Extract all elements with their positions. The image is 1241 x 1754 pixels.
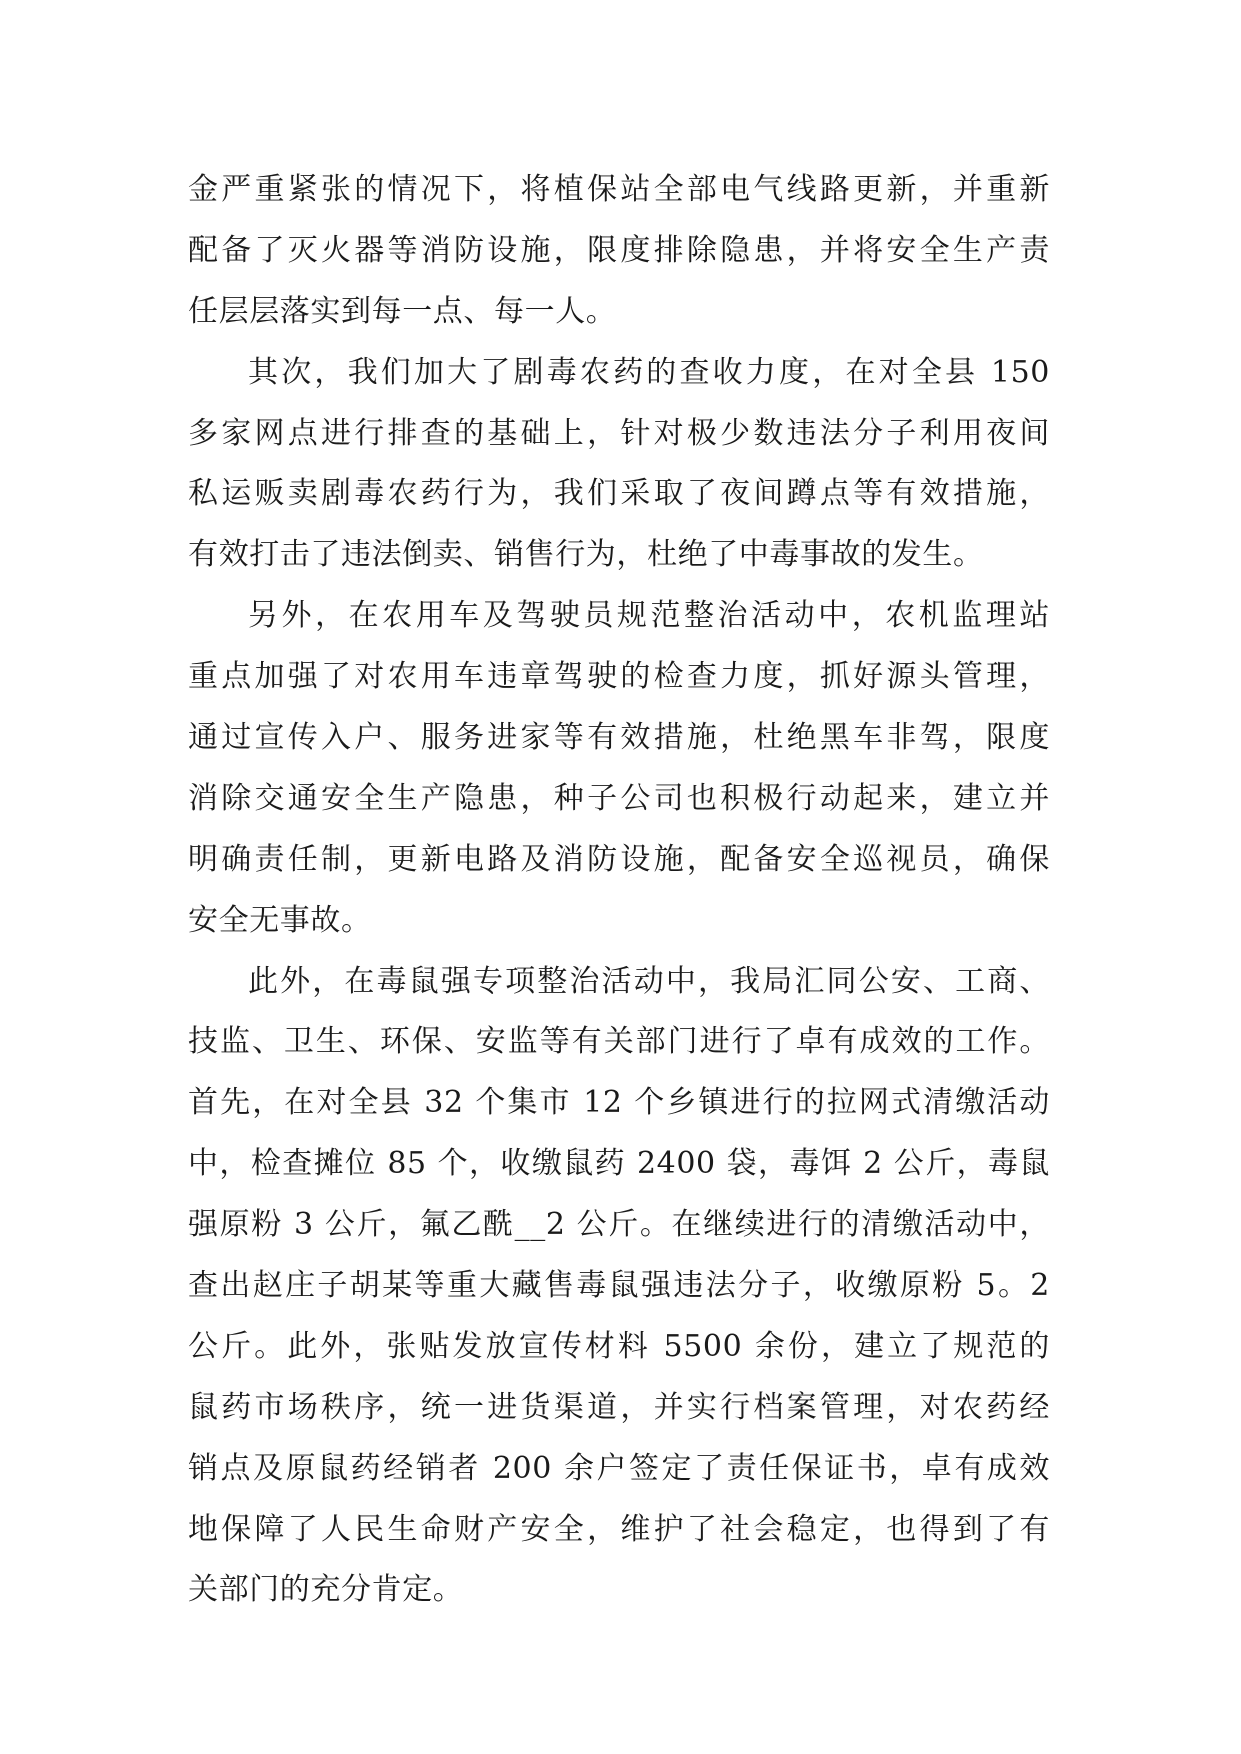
text-line: 配备了灭火器等消防设施，限度排除隐患，并将安全生产责 xyxy=(188,232,1050,268)
text-line: 消除交通安全生产隐患，种子公司也积极行动起来，建立并 xyxy=(188,780,1050,816)
text-line: 安全无事故。 xyxy=(188,902,372,938)
text-line: 明确责任制，更新电路及消防设施，配备安全巡视员，确保 xyxy=(188,841,1050,877)
document-body xyxy=(188,160,1050,1621)
paragraph-4 xyxy=(188,952,1050,1622)
text-line: 重点加强了对农用车违章驾驶的检查力度，抓好源头管理， xyxy=(188,659,1050,695)
text-line: 首先，在对全县 32 个集市 12 个乡镇进行的拉网式清缴活动 xyxy=(188,1085,1050,1121)
text-line: 强原粉 3 公斤，氟乙酰__2 公斤。在继续进行的清缴活动中， xyxy=(188,1207,1050,1243)
text-line: 销点及原鼠药经销者 200 余户签定了责任保证书，卓有成效 xyxy=(188,1450,1050,1486)
text-line: 任层层落实到每一点、每一人。 xyxy=(188,293,617,329)
text-line: 多家网点进行排查的基础上，针对极少数违法分子利用夜间 xyxy=(188,415,1050,451)
text-line: 技监、卫生、环保、安监等有关部门进行了卓有成效的工作。 xyxy=(188,1024,1050,1060)
text-line: 鼠药市场秩序，统一进货渠道，并实行档案管理，对农药经 xyxy=(188,1389,1050,1425)
text-line: 金严重紧张的情况下，将植保站全部电气线路更新，并重新 xyxy=(188,172,1050,207)
text-line: 关部门的充分肯定。 xyxy=(188,1572,464,1608)
text-line: 另外，在农用车及驾驶员规范整治活动中，农机监理站 xyxy=(248,598,1050,634)
text-line: 此外，在毒鼠强专项整治活动中，我局汇同公安、工商、 xyxy=(248,963,1050,999)
text-line: 地保障了人民生命财产安全，维护了社会稳定，也得到了有 xyxy=(188,1511,1050,1547)
text-line: 公斤。此外，张贴发放宣传材料 5500 余份，建立了规范的 xyxy=(188,1328,1050,1364)
text-line: 私运贩卖剧毒农药行为，我们采取了夜间蹲点等有效措施， xyxy=(188,476,1050,512)
paragraph-1 xyxy=(188,160,1050,343)
text-line: 中，检查摊位 85 个，收缴鼠药 2400 袋，毒饵 2 公斤，毒鼠 xyxy=(188,1146,1050,1182)
paragraph-2 xyxy=(188,343,1050,587)
text-line: 查出赵庄子胡某等重大藏售毒鼠强违法分子，收缴原粉 5。2 xyxy=(188,1268,1050,1304)
paragraph-3 xyxy=(188,586,1050,951)
text-line: 通过宣传入户、服务进家等有效措施，杜绝黑车非驾，限度 xyxy=(188,720,1050,756)
text-line: 有效打击了违法倒卖、销售行为，杜绝了中毒事故的发生。 xyxy=(188,537,984,573)
text-line: 其次，我们加大了剧毒农药的查收力度，在对全县 150 xyxy=(248,354,1050,390)
